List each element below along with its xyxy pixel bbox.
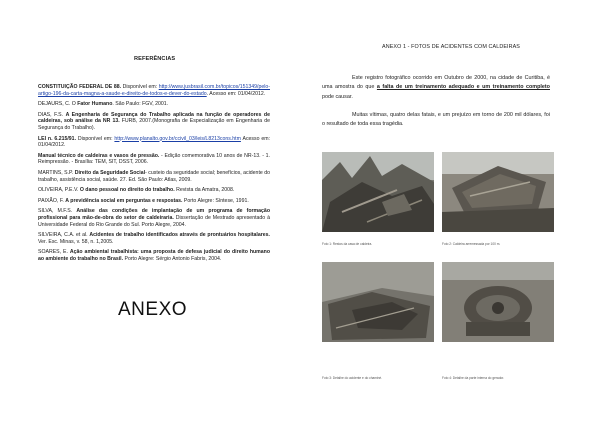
references-list (38, 84, 270, 266)
reference-item (38, 136, 270, 149)
ref-link[interactable]: http://www.planalto.gov.br/ccivil_03/leis/L8213cons.htm (114, 135, 241, 142)
reference-item (38, 208, 270, 228)
photo-generator-interior (442, 262, 554, 342)
photo-chimney-detail (322, 262, 434, 342)
ref-bold: A previdência social em perguntas e respostas. (65, 197, 183, 204)
reference-item (38, 101, 270, 108)
ref-after: . São Paulo: FGV, 2001. (112, 101, 169, 108)
ref-after: Revista da Amatra, 2008. (174, 187, 235, 194)
ref-text: Disponível em: (121, 84, 159, 90)
ref-bold: O dano pessoal no direito do trabalho. (79, 187, 175, 194)
photo-caption: Foto 3: Detalhe do acidente e do chaminé. (322, 376, 383, 380)
photo-caption: Foto 4: Detalhe da parte interna do gerador. (442, 376, 505, 380)
ref-after: Porto Alegre: Sérgio Antonio Fabris, 2004. (123, 255, 222, 262)
ref-text: OLIVEIRA, P.E.V. (38, 187, 80, 194)
reference-item (38, 187, 270, 194)
ref-after: Dissertação de Mestrado apresentado à Universidade Federal do Rio Grande do Sul. Porto Alegre, 2004. (38, 214, 270, 228)
ref-bold: Ação ambiental trabalhista: uma proposta de defesa judicial do direito humano ao ambiente do trabalho no Brasil. (38, 249, 270, 262)
ref-bold: Análise das condições de implantação de um programa de formação profissional para mão-de-obra do setor de caldeiraria. (38, 208, 270, 221)
para-text-end: pode causar. (322, 93, 353, 100)
ref-after: Ver. Esc. Minas, v. 58, n. 1,2005. (38, 238, 114, 245)
ref-text: SILVA, M.F.S. (38, 208, 77, 215)
ref-bold: CONSTITUIÇÃO FEDERAL DE 88. (38, 84, 122, 90)
reference-item (38, 112, 270, 132)
para-text: Este registro fotográfico ocorrido em Outubro de 2000, na cidade de Curitiba, é uma amostra do que (322, 75, 550, 91)
right-page (322, 0, 562, 424)
victims-paragraph: Muitas vítimas, quatro delas fatais, e um prejuízo em torno de 200 mil dólares, foi o resultado de toda essa tragédia. (322, 112, 550, 128)
ref-after: - Edição comemorativa 10 anos de NR-13. - 1. Reimpressão. - Brasília: TEM, SIT, DSST, 2006. (38, 152, 270, 166)
ref-bold: Manual técnico de caldeiras e vasos de pressão. (38, 152, 160, 159)
reference-item (38, 232, 270, 245)
ref-bold: Acidentes de trabalho identificados através de prontuários hospitalares. (89, 232, 270, 239)
ref-bold: Direito da Seguridade Social (74, 169, 146, 176)
ref-text: MARTINS, S.P. (38, 169, 75, 176)
ref-text: SILVEIRA, C.A. et al. (38, 232, 90, 239)
ref-text: PAIXÃO, F. (38, 197, 66, 204)
para-underline: a falta de um treinamento adequado e um treinamento completo (376, 84, 550, 91)
reference-item (38, 84, 270, 97)
photo-boiler-house-ruins (322, 152, 434, 232)
references-heading: REFERÊNCIAS (134, 56, 176, 62)
left-page (38, 0, 270, 424)
ref-text: DIAS, F.S. (38, 111, 66, 118)
ref-bold: Fator Humano (77, 101, 113, 108)
photo-caption: Foto 2: Caldeira arremessada por 100 m. (442, 242, 501, 246)
reference-item (38, 170, 270, 183)
ref-after: Acesso em: 01/04/2012. (38, 135, 270, 149)
ref-link[interactable]: http://www.jusbrasil.com.br/topicos/151349/pelo-artigo-196-da-carta-magna-a-saude-e-direito-de-todos-e-dever-do-estado (38, 84, 270, 97)
ref-bold: A Engenharia de Segurança do Trabalho aplicada na função de operadores de caldeiras, sob análise da NR 13. (38, 111, 270, 125)
reference-item (38, 198, 270, 205)
ref-text: DEJAURS, C. O (38, 101, 78, 108)
ref-after: - custeio da seguridade social; benefícios, acidente do trabalho, assistência social, saúde. 27. Ed. São Paulo: Atlas, 2009. (38, 169, 270, 183)
ref-after: . Acesso em: 01/04/2012. (206, 90, 266, 97)
photo-caption: Foto 1: Restos da casa de caldeira. (322, 242, 373, 246)
ref-after: Porto Alegre: Síntese, 1991. (182, 197, 249, 204)
ref-bold: LEI n. 6.215/91. (38, 135, 77, 142)
reference-item (38, 249, 270, 262)
photo-thrown-boiler (442, 152, 554, 232)
ref-after: FURB, 2007.(Monografia de Especialização em Engenharia de Segurança do Trabalho). (38, 118, 270, 131)
anexo-heading: ANEXO (118, 299, 188, 320)
intro-paragraph (322, 74, 550, 102)
reference-item (38, 153, 270, 166)
annex-title: ANEXO 1 - FOTOS DE ACIDENTES COM CALDEIRAS (382, 44, 520, 50)
ref-text: SOARES, E. (38, 249, 70, 256)
ref-text: Disponível em: (76, 135, 115, 142)
